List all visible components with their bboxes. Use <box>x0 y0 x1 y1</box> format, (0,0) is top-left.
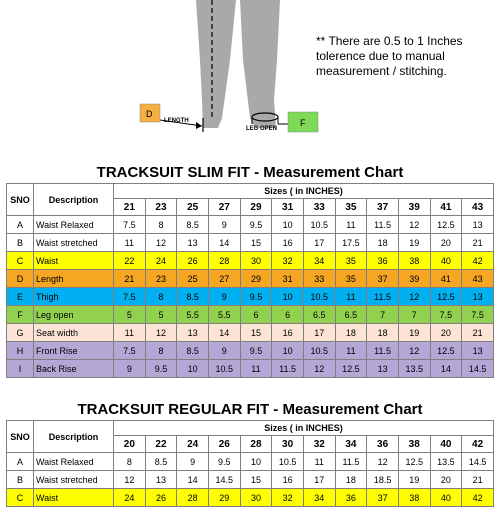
measurement-cell: 6.5 <box>303 306 335 324</box>
measurement-cell: 43 <box>462 270 494 288</box>
row-sno: G <box>7 324 34 342</box>
measurement-cell: 11 <box>335 342 367 360</box>
measurement-cell: 5.5 <box>208 306 240 324</box>
size-column-header: 32 <box>303 436 335 453</box>
regular-chart-title: TRACKSUIT REGULAR FIT - Measurement Chart <box>77 401 423 418</box>
measurement-cell: 42 <box>462 489 494 507</box>
measurement-cell: 16 <box>272 471 304 489</box>
measurement-cell: 6 <box>272 306 304 324</box>
measurement-cell: 14 <box>177 471 209 489</box>
measurement-cell: 11 <box>335 216 367 234</box>
measurement-cell: 23 <box>145 270 177 288</box>
measurement-cell: 21 <box>462 471 494 489</box>
sno-header: SNO <box>7 421 34 453</box>
size-column-header: 25 <box>177 199 209 216</box>
measurement-cell: 17 <box>303 471 335 489</box>
row-sno: I <box>7 360 34 378</box>
measurement-cell: 38 <box>398 489 430 507</box>
tolerance-note: ** There are 0.5 to 1 Inches tolerence due to manual measurement / stitching. <box>316 34 463 78</box>
measurement-cell: 13 <box>462 216 494 234</box>
measurement-cell: 29 <box>240 270 272 288</box>
measurement-cell: 38 <box>398 252 430 270</box>
measurement-cell: 12 <box>398 342 430 360</box>
row-description: Seat width <box>34 324 114 342</box>
measurement-cell: 17 <box>303 324 335 342</box>
measurement-cell: 12 <box>145 234 177 252</box>
measurement-cell: 12 <box>398 288 430 306</box>
measurement-cell: 31 <box>272 270 304 288</box>
measurement-cell: 13 <box>462 342 494 360</box>
measurement-cell: 14 <box>208 234 240 252</box>
size-column-header: 41 <box>430 199 462 216</box>
right-leg-shape <box>240 0 280 128</box>
row-description: Waist Relaxed <box>34 216 114 234</box>
size-column-header: 20 <box>114 436 146 453</box>
measurement-cell: 12 <box>145 324 177 342</box>
row-sno: A <box>7 216 34 234</box>
measurement-cell: 39 <box>398 270 430 288</box>
row-sno: H <box>7 342 34 360</box>
table-row <box>7 489 494 507</box>
measurement-cell: 8 <box>145 342 177 360</box>
label-f: F <box>300 118 306 128</box>
measurement-cell: 26 <box>145 489 177 507</box>
measurement-cell: 7 <box>398 306 430 324</box>
measurement-cell: 9 <box>208 342 240 360</box>
measurement-cell: 12 <box>303 360 335 378</box>
measurement-cell: 14.5 <box>208 471 240 489</box>
measurement-cell: 8.5 <box>145 453 177 471</box>
measurement-cell: 12.5 <box>430 342 462 360</box>
measurement-cell: 5.5 <box>177 306 209 324</box>
measurement-cell: 7.5 <box>114 216 146 234</box>
measurement-cell: 11 <box>335 288 367 306</box>
measurement-cell: 24 <box>114 489 146 507</box>
measurement-cell: 8.5 <box>177 216 209 234</box>
measurement-cell: 13 <box>367 360 399 378</box>
size-column-header: 27 <box>208 199 240 216</box>
trouser-measurement-illustration <box>0 0 500 160</box>
row-description: Back Rise <box>34 360 114 378</box>
measurement-cell: 13.5 <box>430 453 462 471</box>
measurement-cell: 7 <box>367 306 399 324</box>
measurement-cell: 11 <box>240 360 272 378</box>
measurement-cell: 40 <box>430 489 462 507</box>
measurement-cell: 10 <box>272 342 304 360</box>
measurement-cell: 7.5 <box>462 306 494 324</box>
measurement-cell: 29 <box>208 489 240 507</box>
measurement-cell: 9 <box>208 288 240 306</box>
measurement-cell: 5 <box>114 306 146 324</box>
table-row <box>7 306 494 324</box>
measurement-cell: 41 <box>430 270 462 288</box>
row-description: Waist <box>34 489 114 507</box>
measurement-cell: 10 <box>272 216 304 234</box>
table-row <box>7 453 494 471</box>
measurement-cell: 15 <box>240 324 272 342</box>
measurement-cell: 8 <box>145 288 177 306</box>
measurement-cell: 9 <box>177 453 209 471</box>
measurement-cell: 34 <box>303 489 335 507</box>
size-column-header: 43 <box>462 199 494 216</box>
measurement-cell: 32 <box>272 489 304 507</box>
size-column-header: 29 <box>240 199 272 216</box>
measurement-cell: 16 <box>272 234 304 252</box>
measurement-cell: 9.5 <box>240 342 272 360</box>
measurement-cell: 10.5 <box>303 288 335 306</box>
row-description: Thigh <box>34 288 114 306</box>
size-column-header: 30 <box>272 436 304 453</box>
measurement-cell: 17 <box>303 234 335 252</box>
sizes-header: Sizes ( in INCHES) <box>114 184 494 199</box>
measurement-cell: 20 <box>430 471 462 489</box>
row-sno: C <box>7 489 34 507</box>
size-column-header: 21 <box>114 199 146 216</box>
description-header: Description <box>34 184 114 216</box>
size-column-header: 37 <box>367 199 399 216</box>
measurement-cell: 10.5 <box>272 453 304 471</box>
measurement-cell: 9.5 <box>145 360 177 378</box>
row-description: Length <box>34 270 114 288</box>
measurement-cell: 18 <box>335 471 367 489</box>
measurement-cell: 11.5 <box>272 360 304 378</box>
row-description: Waist stretched <box>34 471 114 489</box>
measurement-cell: 14.5 <box>462 360 494 378</box>
measurement-cell: 11.5 <box>367 288 399 306</box>
measurement-cell: 42 <box>462 252 494 270</box>
measurement-cell: 30 <box>240 252 272 270</box>
measurement-cell: 10 <box>240 453 272 471</box>
table-row <box>7 288 494 306</box>
measurement-cell: 8 <box>114 453 146 471</box>
size-column-header: 28 <box>240 436 272 453</box>
size-column-header: 22 <box>145 436 177 453</box>
measurement-cell: 7.5 <box>114 342 146 360</box>
row-sno: B <box>7 234 34 252</box>
measurement-cell: 15 <box>240 471 272 489</box>
measurement-cell: 22 <box>114 252 146 270</box>
measurement-cell: 36 <box>335 489 367 507</box>
measurement-cell: 15 <box>240 234 272 252</box>
measurement-cell: 9.5 <box>208 453 240 471</box>
measurement-cell: 10.5 <box>208 360 240 378</box>
measurement-cell: 11 <box>114 234 146 252</box>
measurement-cell: 20 <box>430 324 462 342</box>
table-row <box>7 360 494 378</box>
measurement-cell: 34 <box>303 252 335 270</box>
measurement-cell: 10 <box>177 360 209 378</box>
row-sno: A <box>7 453 34 471</box>
measurement-cell: 12.5 <box>430 288 462 306</box>
measurement-cell: 14.5 <box>462 453 494 471</box>
measurement-cell: 18.5 <box>367 471 399 489</box>
slim-measurement-table <box>6 183 494 378</box>
measurement-cell: 37 <box>367 270 399 288</box>
measurement-cell: 8 <box>145 216 177 234</box>
measurement-cell: 25 <box>177 270 209 288</box>
measurement-cell: 12 <box>367 453 399 471</box>
size-column-header: 33 <box>303 199 335 216</box>
measurement-cell: 14 <box>208 324 240 342</box>
table-row <box>7 216 494 234</box>
measurement-cell: 11.5 <box>335 453 367 471</box>
measurement-cell: 13 <box>145 471 177 489</box>
measurement-cell: 30 <box>240 489 272 507</box>
measurement-cell: 21 <box>114 270 146 288</box>
table-row <box>7 342 494 360</box>
measurement-cell: 33 <box>303 270 335 288</box>
size-column-header: 40 <box>430 436 462 453</box>
size-column-header: 24 <box>177 436 209 453</box>
measurement-cell: 18 <box>335 324 367 342</box>
size-column-header: 23 <box>145 199 177 216</box>
table-row <box>7 471 494 489</box>
label-length: LENGTH <box>164 118 189 124</box>
table-row <box>7 234 494 252</box>
measurement-cell: 14 <box>430 360 462 378</box>
measurement-cell: 12.5 <box>398 453 430 471</box>
size-column-header: 39 <box>398 199 430 216</box>
row-description: Leg open <box>34 306 114 324</box>
measurement-cell: 10.5 <box>303 216 335 234</box>
measurement-cell: 17.5 <box>335 234 367 252</box>
left-leg-shape <box>196 0 236 128</box>
measurement-cell: 12 <box>114 471 146 489</box>
measurement-cell: 9 <box>208 216 240 234</box>
description-header: Description <box>34 421 114 453</box>
row-sno: D <box>7 270 34 288</box>
measurement-cell: 13 <box>177 324 209 342</box>
measurement-cell: 13 <box>177 234 209 252</box>
measurement-cell: 8.5 <box>177 342 209 360</box>
measurement-cell: 36 <box>367 252 399 270</box>
row-sno: B <box>7 471 34 489</box>
sno-header: SNO <box>7 184 34 216</box>
size-column-header: 26 <box>208 436 240 453</box>
measurement-cell: 9 <box>114 360 146 378</box>
measurement-cell: 12.5 <box>335 360 367 378</box>
measurement-cell: 11.5 <box>367 216 399 234</box>
measurement-cell: 11 <box>303 453 335 471</box>
measurement-cell: 10.5 <box>303 342 335 360</box>
measurement-cell: 12 <box>398 216 430 234</box>
measurement-cell: 21 <box>462 324 494 342</box>
size-column-header: 38 <box>398 436 430 453</box>
row-sno: F <box>7 306 34 324</box>
measurement-cell: 11 <box>114 324 146 342</box>
measurement-cell: 35 <box>335 270 367 288</box>
measurement-cell: 8.5 <box>177 288 209 306</box>
row-description: Waist <box>34 252 114 270</box>
measurement-cell: 9.5 <box>240 216 272 234</box>
measurement-cell: 18 <box>367 324 399 342</box>
measurement-cell: 28 <box>177 489 209 507</box>
sizes-header: Sizes ( in INCHES) <box>114 421 494 436</box>
measurement-cell: 16 <box>272 324 304 342</box>
slim-chart-title: TRACKSUIT SLIM FIT - Measurement Chart <box>96 164 404 181</box>
measurement-cell: 7.5 <box>114 288 146 306</box>
size-column-header: 35 <box>335 199 367 216</box>
row-description: Waist stretched <box>34 234 114 252</box>
size-column-header: 42 <box>462 436 494 453</box>
measurement-cell: 12.5 <box>430 216 462 234</box>
row-sno: C <box>7 252 34 270</box>
row-description: Waist Relaxed <box>34 453 114 471</box>
size-column-header: 31 <box>272 199 304 216</box>
measurement-cell: 13 <box>462 288 494 306</box>
row-description: Front Rise <box>34 342 114 360</box>
measurement-cell: 40 <box>430 252 462 270</box>
measurement-cell: 32 <box>272 252 304 270</box>
regular-measurement-table <box>6 420 494 507</box>
label-d: D <box>146 109 153 119</box>
measurement-cell: 35 <box>335 252 367 270</box>
table-row <box>7 270 494 288</box>
size-column-header: 36 <box>367 436 399 453</box>
measurement-cell: 19 <box>398 471 430 489</box>
measurement-cell: 37 <box>367 489 399 507</box>
measurement-cell: 28 <box>208 252 240 270</box>
table-row <box>7 324 494 342</box>
measurement-cell: 7.5 <box>430 306 462 324</box>
measurement-cell: 6.5 <box>335 306 367 324</box>
measurement-cell: 13.5 <box>398 360 430 378</box>
measurement-cell: 11.5 <box>367 342 399 360</box>
table-row <box>7 252 494 270</box>
measurement-cell: 9.5 <box>240 288 272 306</box>
row-sno: E <box>7 288 34 306</box>
measurement-cell: 21 <box>462 234 494 252</box>
measurement-cell: 26 <box>177 252 209 270</box>
size-column-header: 34 <box>335 436 367 453</box>
measurement-cell: 6 <box>240 306 272 324</box>
measurement-cell: 10 <box>272 288 304 306</box>
label-leg-open: LEG OPEN <box>246 126 278 132</box>
measurement-cell: 18 <box>367 234 399 252</box>
measurement-cell: 5 <box>145 306 177 324</box>
measurement-cell: 24 <box>145 252 177 270</box>
measurement-cell: 20 <box>430 234 462 252</box>
measurement-cell: 19 <box>398 324 430 342</box>
measurement-cell: 27 <box>208 270 240 288</box>
measurement-cell: 19 <box>398 234 430 252</box>
